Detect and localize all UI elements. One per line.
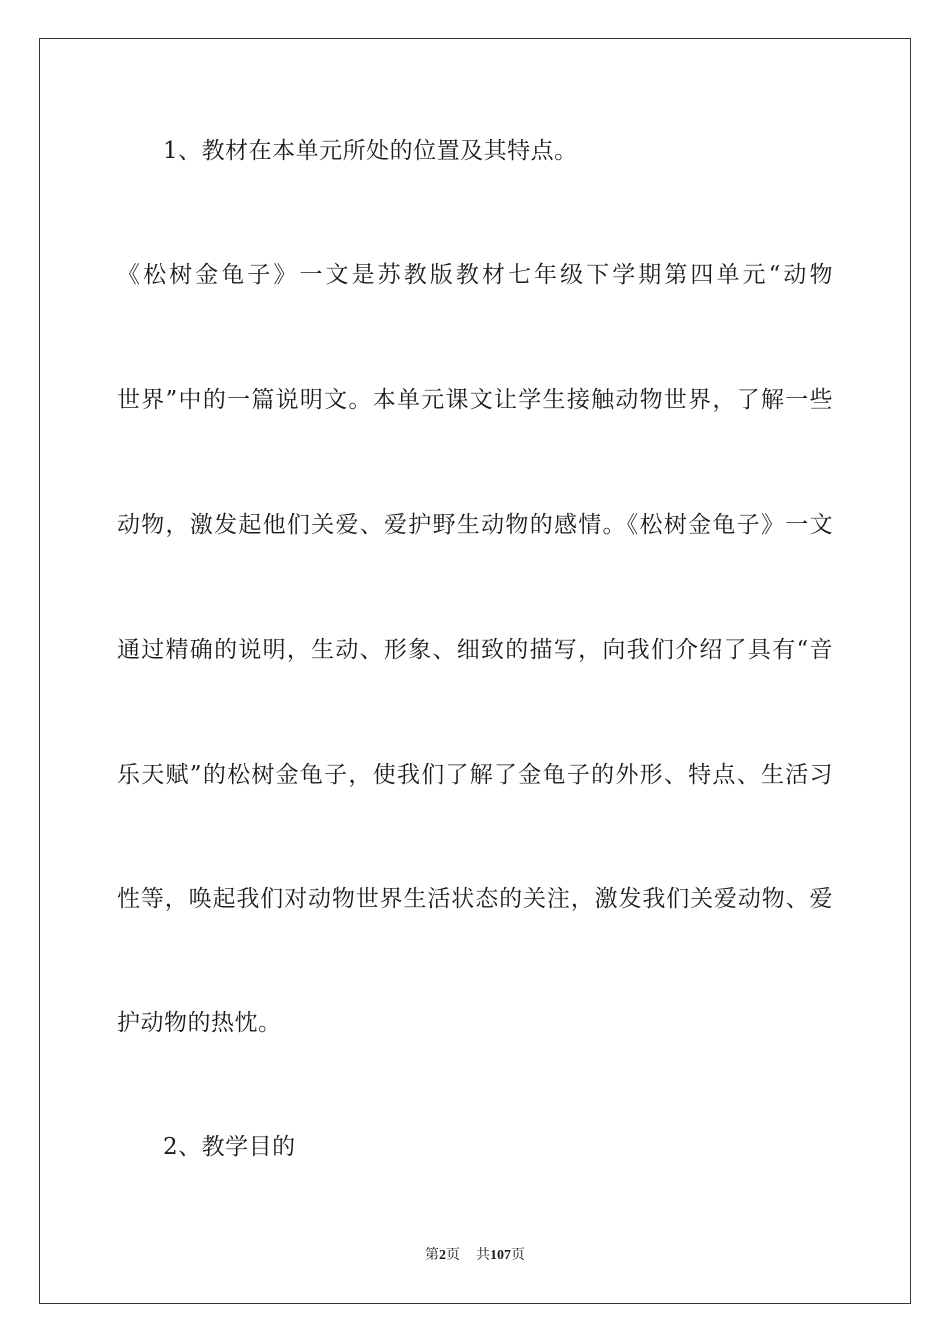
section-heading-1: 1、教材在本单元所处的位置及其特点。 <box>163 138 578 164</box>
paragraph-line-1: 《松树金龟子》一文是苏教版教材七年级下学期第四单元“动物 <box>117 262 833 288</box>
footer-page-suffix: 页 <box>446 1248 460 1263</box>
footer-page-number: 2 <box>439 1248 446 1263</box>
footer-total-suffix: 页 <box>511 1248 525 1263</box>
page-border <box>39 38 911 1304</box>
page-footer <box>0 1247 950 1265</box>
paragraph-line-6: 性等，唤起我们对动物世界生活状态的关注，激发我们关爱动物、爱 <box>117 886 833 912</box>
paragraph-line-3: 动物，激发起他们关爱、爱护野生动物的感情。《松树金龟子》一文 <box>117 512 833 538</box>
paragraph-line-2: 世界”中的一篇说明文。本单元课文让学生接触动物世界，了解一些 <box>117 387 833 413</box>
footer-page-prefix: 第 <box>425 1248 439 1263</box>
section-heading-2: 2、教学目的 <box>163 1134 296 1160</box>
footer-total-prefix: 共 <box>476 1248 490 1263</box>
paragraph-line-4: 通过精确的说明，生动、形象、细致的描写，向我们介绍了具有“音 <box>117 637 833 663</box>
footer-total-pages: 107 <box>490 1248 511 1263</box>
paragraph-line-5: 乐天赋”的松树金龟子，使我们了解了金龟子的外形、特点、生活习 <box>117 762 833 788</box>
paragraph-line-7: 护动物的热忱。 <box>117 1010 282 1036</box>
